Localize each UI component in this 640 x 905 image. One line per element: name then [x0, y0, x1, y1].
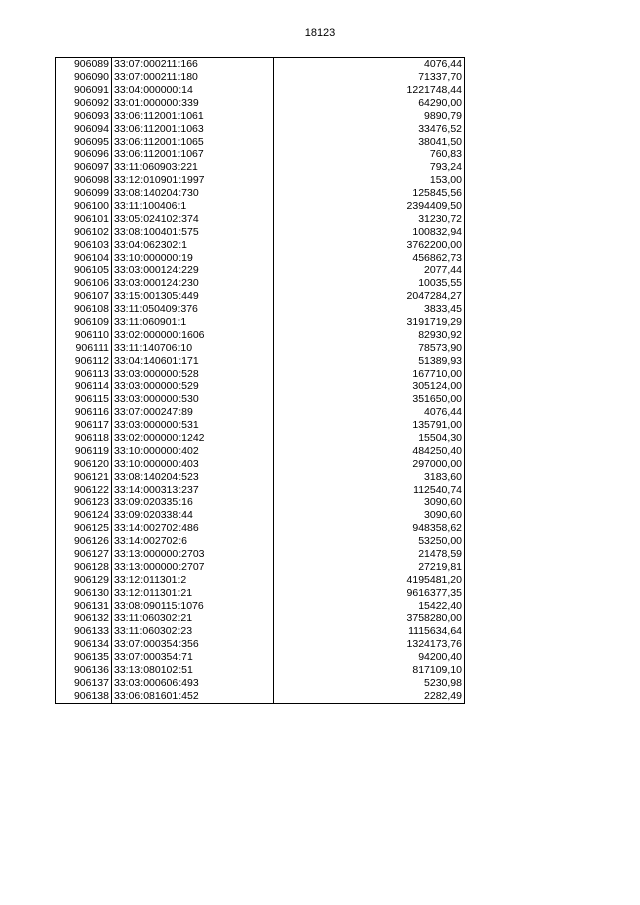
cadastral-number-cell: 33:12:011301:21: [112, 587, 274, 600]
cadastral-value-cell: 1221748,44: [274, 84, 465, 97]
table-row: [56, 574, 465, 587]
table-row: [56, 380, 465, 393]
cadastral-value-cell: 153,00: [274, 174, 465, 187]
table-row: [56, 213, 465, 226]
cadastral-value-table: [55, 57, 465, 704]
table-row: [56, 71, 465, 84]
cadastral-value-cell: 21478,59: [274, 548, 465, 561]
cadastral-value-cell: 9890,79: [274, 110, 465, 123]
row-id-cell: 906095: [56, 135, 112, 148]
cadastral-value-cell: 2394409,50: [274, 200, 465, 213]
cadastral-value-cell: 3762200,00: [274, 238, 465, 251]
cadastral-value-cell: 5230,98: [274, 677, 465, 690]
cadastral-number-cell: 33:07:000354:71: [112, 651, 274, 664]
cadastral-number-cell: 33:08:100401:575: [112, 226, 274, 239]
table-row: [56, 148, 465, 161]
cadastral-value-cell: 948358,62: [274, 522, 465, 535]
cadastral-value-cell: 38041,50: [274, 135, 465, 148]
row-id-cell: 906091: [56, 84, 112, 97]
cadastral-number-cell: 33:10:000000:402: [112, 445, 274, 458]
cadastral-number-cell: 33:09:020335:16: [112, 496, 274, 509]
cadastral-number-cell: 33:12:011301:2: [112, 574, 274, 587]
row-id-cell: 906134: [56, 638, 112, 651]
cadastral-number-cell: 33:08:140204:523: [112, 471, 274, 484]
cadastral-number-cell: 33:04:062302:1: [112, 238, 274, 251]
row-id-cell: 906124: [56, 509, 112, 522]
cadastral-value-cell: 4076,44: [274, 58, 465, 71]
cadastral-value-cell: 1324173,76: [274, 638, 465, 651]
cadastral-value-cell: 100832,94: [274, 226, 465, 239]
cadastral-value-cell: 3090,60: [274, 496, 465, 509]
table-row: [56, 58, 465, 71]
row-id-cell: 906111: [56, 342, 112, 355]
table-row: [56, 471, 465, 484]
row-id-cell: 906126: [56, 535, 112, 548]
row-id-cell: 906110: [56, 329, 112, 342]
table-row: [56, 329, 465, 342]
cadastral-value-cell: 2077,44: [274, 264, 465, 277]
cadastral-number-cell: 33:11:060901:1: [112, 316, 274, 329]
table-row: [56, 432, 465, 445]
row-id-cell: 906104: [56, 251, 112, 264]
cadastral-number-cell: 33:08:140204:730: [112, 187, 274, 200]
table-row: [56, 174, 465, 187]
cadastral-number-cell: 33:03:000606:493: [112, 677, 274, 690]
cadastral-value-cell: 3833,45: [274, 303, 465, 316]
row-id-cell: 906097: [56, 161, 112, 174]
table-row: [56, 316, 465, 329]
row-id-cell: 906125: [56, 522, 112, 535]
row-id-cell: 906138: [56, 690, 112, 703]
table-row: [56, 509, 465, 522]
cadastral-number-cell: 33:02:000000:1242: [112, 432, 274, 445]
table-row: [56, 496, 465, 509]
cadastral-number-cell: 33:11:060302:23: [112, 625, 274, 638]
row-id-cell: 906106: [56, 277, 112, 290]
row-id-cell: 906116: [56, 406, 112, 419]
cadastral-number-cell: 33:06:112001:1067: [112, 148, 274, 161]
row-id-cell: 906102: [56, 226, 112, 239]
row-id-cell: 906115: [56, 393, 112, 406]
table-row: [56, 161, 465, 174]
cadastral-value-cell: 3090,60: [274, 509, 465, 522]
cadastral-number-cell: 33:11:050409:376: [112, 303, 274, 316]
cadastral-value-cell: 64290,00: [274, 97, 465, 110]
table-row: [56, 122, 465, 135]
cadastral-number-cell: 33:06:112001:1061: [112, 110, 274, 123]
table-row: [56, 354, 465, 367]
cadastral-value-cell: 71337,70: [274, 71, 465, 84]
table-row: [56, 599, 465, 612]
row-id-cell: 906128: [56, 561, 112, 574]
row-id-cell: 906137: [56, 677, 112, 690]
table-row: [56, 690, 465, 703]
row-id-cell: 906132: [56, 612, 112, 625]
table-row: [56, 522, 465, 535]
cadastral-value-cell: 484250,40: [274, 445, 465, 458]
row-id-cell: 906127: [56, 548, 112, 561]
table-row: [56, 187, 465, 200]
cadastral-number-cell: 33:07:000354:356: [112, 638, 274, 651]
cadastral-value-cell: 9616377,35: [274, 587, 465, 600]
cadastral-value-cell: 53250,00: [274, 535, 465, 548]
cadastral-number-cell: 33:02:000000:1606: [112, 329, 274, 342]
table-row: [56, 342, 465, 355]
cadastral-value-cell: 94200,40: [274, 651, 465, 664]
cadastral-value-cell: 15504,30: [274, 432, 465, 445]
cadastral-value-cell: 51389,93: [274, 354, 465, 367]
cadastral-number-cell: 33:13:080102:51: [112, 664, 274, 677]
table-row: [56, 419, 465, 432]
cadastral-value-cell: 760,83: [274, 148, 465, 161]
row-id-cell: 906109: [56, 316, 112, 329]
cadastral-number-cell: 33:11:060903:221: [112, 161, 274, 174]
table-row: [56, 483, 465, 496]
cadastral-number-cell: 33:04:140601:171: [112, 354, 274, 367]
cadastral-number-cell: 33:07:000211:166: [112, 58, 274, 71]
cadastral-value-cell: 2282,49: [274, 690, 465, 703]
table-body: [56, 58, 465, 704]
cadastral-value-cell: 3758280,00: [274, 612, 465, 625]
row-id-cell: 906090: [56, 71, 112, 84]
cadastral-value-cell: 15422,40: [274, 599, 465, 612]
cadastral-value-cell: 27219,81: [274, 561, 465, 574]
cadastral-value-cell: 305124,00: [274, 380, 465, 393]
cadastral-number-cell: 33:06:112001:1063: [112, 122, 274, 135]
cadastral-number-cell: 33:15:001305:449: [112, 290, 274, 303]
row-id-cell: 906129: [56, 574, 112, 587]
cadastral-value-cell: 297000,00: [274, 458, 465, 471]
cadastral-number-cell: 33:12:010901:1997: [112, 174, 274, 187]
row-id-cell: 906133: [56, 625, 112, 638]
cadastral-number-cell: 33:03:000000:528: [112, 367, 274, 380]
row-id-cell: 906105: [56, 264, 112, 277]
row-id-cell: 906131: [56, 599, 112, 612]
cadastral-number-cell: 33:05:024102:374: [112, 213, 274, 226]
row-id-cell: 906114: [56, 380, 112, 393]
table-row: [56, 84, 465, 97]
table-row: [56, 445, 465, 458]
cadastral-value-cell: 31230,72: [274, 213, 465, 226]
row-id-cell: 906112: [56, 354, 112, 367]
cadastral-number-cell: 33:14:002702:6: [112, 535, 274, 548]
row-id-cell: 906108: [56, 303, 112, 316]
cadastral-value-cell: 351650,00: [274, 393, 465, 406]
table-row: [56, 97, 465, 110]
cadastral-number-cell: 33:14:002702:486: [112, 522, 274, 535]
cadastral-value-cell: 3183,60: [274, 471, 465, 484]
cadastral-number-cell: 33:11:140706:10: [112, 342, 274, 355]
cadastral-number-cell: 33:01:000000:339: [112, 97, 274, 110]
cadastral-value-cell: 4195481,20: [274, 574, 465, 587]
table-row: [56, 587, 465, 600]
cadastral-value-cell: 4076,44: [274, 406, 465, 419]
table-row: [56, 535, 465, 548]
row-id-cell: 906113: [56, 367, 112, 380]
cadastral-number-cell: 33:03:000000:530: [112, 393, 274, 406]
table-row: [56, 561, 465, 574]
cadastral-number-cell: 33:06:112001:1065: [112, 135, 274, 148]
cadastral-value-cell: 3191719,29: [274, 316, 465, 329]
row-id-cell: 906099: [56, 187, 112, 200]
table-row: [56, 677, 465, 690]
cadastral-value-cell: 10035,55: [274, 277, 465, 290]
row-id-cell: 906121: [56, 471, 112, 484]
cadastral-number-cell: 33:13:000000:2707: [112, 561, 274, 574]
table-row: [56, 290, 465, 303]
cadastral-number-cell: 33:03:000000:529: [112, 380, 274, 393]
cadastral-number-cell: 33:11:060302:21: [112, 612, 274, 625]
cadastral-number-cell: 33:07:000247:89: [112, 406, 274, 419]
table-row: [56, 651, 465, 664]
row-id-cell: 906107: [56, 290, 112, 303]
cadastral-number-cell: 33:10:000000:19: [112, 251, 274, 264]
row-id-cell: 906092: [56, 97, 112, 110]
table-row: [56, 367, 465, 380]
row-id-cell: 906093: [56, 110, 112, 123]
row-id-cell: 906119: [56, 445, 112, 458]
row-id-cell: 906123: [56, 496, 112, 509]
row-id-cell: 906101: [56, 213, 112, 226]
cadastral-number-cell: 33:11:100406:1: [112, 200, 274, 213]
cadastral-value-cell: 112540,74: [274, 483, 465, 496]
cadastral-number-cell: 33:06:081601:452: [112, 690, 274, 703]
row-id-cell: 906117: [56, 419, 112, 432]
table-row: [56, 277, 465, 290]
table-row: [56, 110, 465, 123]
table-row: [56, 251, 465, 264]
row-id-cell: 906118: [56, 432, 112, 445]
cadastral-value-cell: 82930,92: [274, 329, 465, 342]
row-id-cell: 906100: [56, 200, 112, 213]
row-id-cell: 906094: [56, 122, 112, 135]
cadastral-number-cell: 33:03:000124:230: [112, 277, 274, 290]
cadastral-number-cell: 33:07:000211:180: [112, 71, 274, 84]
table-row: [56, 393, 465, 406]
table-row: [56, 458, 465, 471]
cadastral-number-cell: 33:03:000124:229: [112, 264, 274, 277]
table-row: [56, 226, 465, 239]
cadastral-number-cell: 33:08:090115:1076: [112, 599, 274, 612]
cadastral-value-cell: 793,24: [274, 161, 465, 174]
table-row: [56, 612, 465, 625]
cadastral-number-cell: 33:09:020338:44: [112, 509, 274, 522]
cadastral-value-cell: 817109,10: [274, 664, 465, 677]
table-row: [56, 238, 465, 251]
cadastral-number-cell: 33:14:000313:237: [112, 483, 274, 496]
table-row: [56, 548, 465, 561]
cadastral-number-cell: 33:03:000000:531: [112, 419, 274, 432]
table-row: [56, 303, 465, 316]
cadastral-value-cell: 78573,90: [274, 342, 465, 355]
table-row: [56, 135, 465, 148]
cadastral-value-cell: 2047284,27: [274, 290, 465, 303]
cadastral-value-cell: 135791,00: [274, 419, 465, 432]
row-id-cell: 906089: [56, 58, 112, 71]
row-id-cell: 906096: [56, 148, 112, 161]
table-row: [56, 264, 465, 277]
table-row: [56, 664, 465, 677]
cadastral-value-cell: 125845,56: [274, 187, 465, 200]
cadastral-value-cell: 456862,73: [274, 251, 465, 264]
table-row: [56, 406, 465, 419]
cadastral-value-cell: 1115634,64: [274, 625, 465, 638]
table-row: [56, 638, 465, 651]
cadastral-value-cell: 167710,00: [274, 367, 465, 380]
row-id-cell: 906103: [56, 238, 112, 251]
cadastral-number-cell: 33:10:000000:403: [112, 458, 274, 471]
page-number: 18123: [304, 27, 336, 39]
row-id-cell: 906098: [56, 174, 112, 187]
row-id-cell: 906135: [56, 651, 112, 664]
cadastral-number-cell: 33:04:000000:14: [112, 84, 274, 97]
row-id-cell: 906122: [56, 483, 112, 496]
row-id-cell: 906136: [56, 664, 112, 677]
table-row: [56, 625, 465, 638]
table-row: [56, 200, 465, 213]
row-id-cell: 906120: [56, 458, 112, 471]
cadastral-value-cell: 33476,52: [274, 122, 465, 135]
cadastral-number-cell: 33:13:000000:2703: [112, 548, 274, 561]
row-id-cell: 906130: [56, 587, 112, 600]
